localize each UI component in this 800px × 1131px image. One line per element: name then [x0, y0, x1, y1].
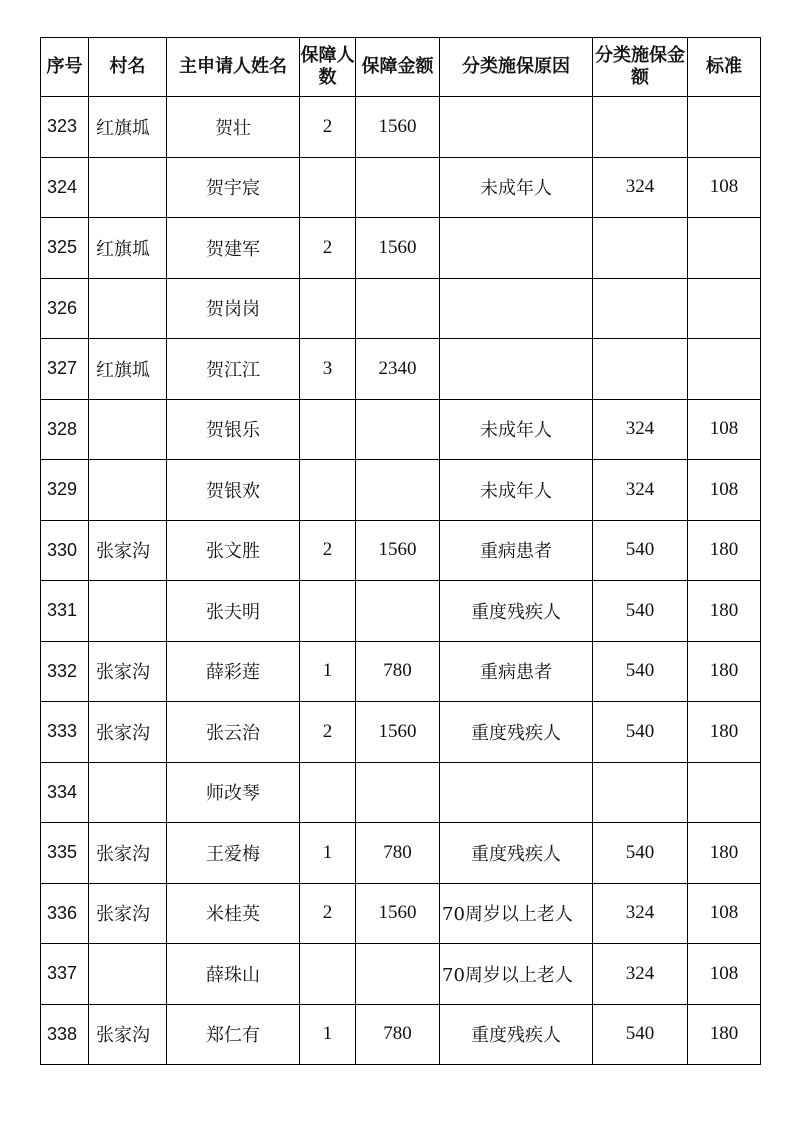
cell-seq: 325: [41, 218, 89, 279]
cell-village: [89, 944, 167, 1005]
cell-village: 张家沟: [89, 883, 167, 944]
cell-category-amount: 540: [593, 702, 688, 763]
cell-persons: [300, 944, 356, 1005]
cell-category-amount: 540: [593, 823, 688, 884]
cell-amount: [356, 157, 440, 218]
table-row: [41, 581, 761, 642]
cell-reason: [440, 278, 593, 339]
cell-reason: [440, 339, 593, 400]
table-row: [41, 399, 761, 460]
cell-reason: 重度残疾人: [440, 1004, 593, 1065]
header-amount: 保障金额: [356, 38, 440, 97]
cell-reason: 重度残疾人: [440, 823, 593, 884]
cell-seq: 323: [41, 97, 89, 158]
cell-village: [89, 278, 167, 339]
cell-seq: 327: [41, 339, 89, 400]
cell-standard: 180: [688, 520, 761, 581]
cell-village: 红旗坬: [89, 339, 167, 400]
cell-amount: 1560: [356, 218, 440, 279]
cell-reason: [440, 97, 593, 158]
cell-category-amount: [593, 339, 688, 400]
header-category-amount: 分类施保金额: [593, 38, 688, 97]
cell-village: 张家沟: [89, 1004, 167, 1065]
cell-seq: 334: [41, 762, 89, 823]
cell-amount: [356, 399, 440, 460]
cell-standard: [688, 97, 761, 158]
cell-standard: 108: [688, 399, 761, 460]
cell-persons: 1: [300, 1004, 356, 1065]
cell-applicant-name: 贺宇宸: [167, 157, 300, 218]
cell-persons: 2: [300, 97, 356, 158]
cell-applicant-name: 张夫明: [167, 581, 300, 642]
cell-persons: [300, 278, 356, 339]
cell-persons: 2: [300, 218, 356, 279]
cell-persons: [300, 399, 356, 460]
cell-persons: 1: [300, 641, 356, 702]
cell-category-amount: [593, 278, 688, 339]
cell-reason: 重病患者: [440, 641, 593, 702]
cell-category-amount: 324: [593, 460, 688, 521]
cell-amount: [356, 460, 440, 521]
cell-reason: 未成年人: [440, 460, 593, 521]
table-row: [41, 157, 761, 218]
cell-category-amount: [593, 762, 688, 823]
cell-amount: 780: [356, 1004, 440, 1065]
cell-standard: [688, 218, 761, 279]
cell-village: 红旗坬: [89, 97, 167, 158]
cell-reason: [440, 762, 593, 823]
header-applicant: 主申请人姓名: [167, 38, 300, 97]
cell-category-amount: [593, 97, 688, 158]
cell-seq: 336: [41, 883, 89, 944]
cell-village: 红旗坬: [89, 218, 167, 279]
cell-standard: 108: [688, 157, 761, 218]
cell-reason: 重度残疾人: [440, 581, 593, 642]
header-village: 村名: [89, 38, 167, 97]
cell-category-amount: 540: [593, 641, 688, 702]
header-standard: 标准: [688, 38, 761, 97]
cell-applicant-name: 贺银乐: [167, 399, 300, 460]
cell-category-amount: 324: [593, 157, 688, 218]
cell-amount: 780: [356, 823, 440, 884]
cell-amount: [356, 762, 440, 823]
cell-applicant-name: 张文胜: [167, 520, 300, 581]
cell-applicant-name: 贺银欢: [167, 460, 300, 521]
cell-category-amount: 324: [593, 944, 688, 1005]
cell-persons: [300, 157, 356, 218]
cell-persons: 2: [300, 702, 356, 763]
cell-applicant-name: 米桂英: [167, 883, 300, 944]
cell-seq: 328: [41, 399, 89, 460]
table-row: [41, 944, 761, 1005]
table-row: [41, 641, 761, 702]
cell-standard: 180: [688, 823, 761, 884]
table-row: [41, 823, 761, 884]
cell-standard: 108: [688, 944, 761, 1005]
cell-applicant-name: 贺建军: [167, 218, 300, 279]
table-row: [41, 278, 761, 339]
cell-seq: 331: [41, 581, 89, 642]
cell-reason: 70周岁以上老人: [440, 944, 593, 1005]
cell-standard: 180: [688, 581, 761, 642]
cell-seq: 324: [41, 157, 89, 218]
cell-standard: 108: [688, 883, 761, 944]
cell-standard: 108: [688, 460, 761, 521]
cell-reason: 未成年人: [440, 157, 593, 218]
cell-seq: 335: [41, 823, 89, 884]
cell-amount: 1560: [356, 702, 440, 763]
cell-reason: [440, 218, 593, 279]
cell-village: [89, 581, 167, 642]
cell-applicant-name: 贺江江: [167, 339, 300, 400]
cell-reason: 70周岁以上老人: [440, 883, 593, 944]
cell-category-amount: 324: [593, 883, 688, 944]
table-row: [41, 702, 761, 763]
table-row: [41, 520, 761, 581]
cell-standard: [688, 339, 761, 400]
cell-standard: 180: [688, 1004, 761, 1065]
table-row: [41, 339, 761, 400]
cell-category-amount: 540: [593, 581, 688, 642]
cell-seq: 338: [41, 1004, 89, 1065]
header-seq: 序号: [41, 38, 89, 97]
cell-persons: [300, 460, 356, 521]
cell-village: [89, 399, 167, 460]
cell-village: 张家沟: [89, 823, 167, 884]
header-row: [41, 38, 761, 97]
cell-seq: 330: [41, 520, 89, 581]
cell-amount: 1560: [356, 520, 440, 581]
cell-reason: 未成年人: [440, 399, 593, 460]
cell-persons: [300, 762, 356, 823]
cell-standard: 180: [688, 702, 761, 763]
cell-applicant-name: 师改琴: [167, 762, 300, 823]
cell-amount: 1560: [356, 883, 440, 944]
table-row: [41, 97, 761, 158]
cell-amount: [356, 278, 440, 339]
cell-applicant-name: 贺壮: [167, 97, 300, 158]
cell-applicant-name: 贺岗岗: [167, 278, 300, 339]
table-row: [41, 762, 761, 823]
cell-category-amount: 540: [593, 1004, 688, 1065]
cell-seq: 329: [41, 460, 89, 521]
cell-amount: [356, 581, 440, 642]
cell-seq: 333: [41, 702, 89, 763]
cell-village: [89, 460, 167, 521]
cell-village: [89, 157, 167, 218]
cell-category-amount: 324: [593, 399, 688, 460]
cell-standard: [688, 762, 761, 823]
cell-reason: 重度残疾人: [440, 702, 593, 763]
table-row: [41, 1004, 761, 1065]
table-body: [41, 97, 761, 1065]
cell-persons: 1: [300, 823, 356, 884]
subsidy-table: [40, 37, 761, 1065]
cell-applicant-name: 薛珠山: [167, 944, 300, 1005]
table-header: [41, 38, 761, 97]
cell-amount: [356, 944, 440, 1005]
cell-applicant-name: 郑仁有: [167, 1004, 300, 1065]
cell-amount: 1560: [356, 97, 440, 158]
cell-village: 张家沟: [89, 641, 167, 702]
cell-village: 张家沟: [89, 702, 167, 763]
header-persons: 保障人数: [300, 38, 356, 97]
cell-applicant-name: 张云治: [167, 702, 300, 763]
cell-applicant-name: 薛彩莲: [167, 641, 300, 702]
table-row: [41, 460, 761, 521]
cell-persons: [300, 581, 356, 642]
cell-standard: 180: [688, 641, 761, 702]
header-reason: 分类施保原因: [440, 38, 593, 97]
cell-village: [89, 762, 167, 823]
cell-seq: 332: [41, 641, 89, 702]
table-row: [41, 883, 761, 944]
cell-persons: 3: [300, 339, 356, 400]
cell-village: 张家沟: [89, 520, 167, 581]
cell-standard: [688, 278, 761, 339]
cell-category-amount: 540: [593, 520, 688, 581]
cell-amount: 780: [356, 641, 440, 702]
cell-reason: 重病患者: [440, 520, 593, 581]
cell-amount: 2340: [356, 339, 440, 400]
cell-seq: 337: [41, 944, 89, 1005]
cell-persons: 2: [300, 883, 356, 944]
cell-seq: 326: [41, 278, 89, 339]
cell-persons: 2: [300, 520, 356, 581]
cell-applicant-name: 王爱梅: [167, 823, 300, 884]
table-row: [41, 218, 761, 279]
cell-category-amount: [593, 218, 688, 279]
